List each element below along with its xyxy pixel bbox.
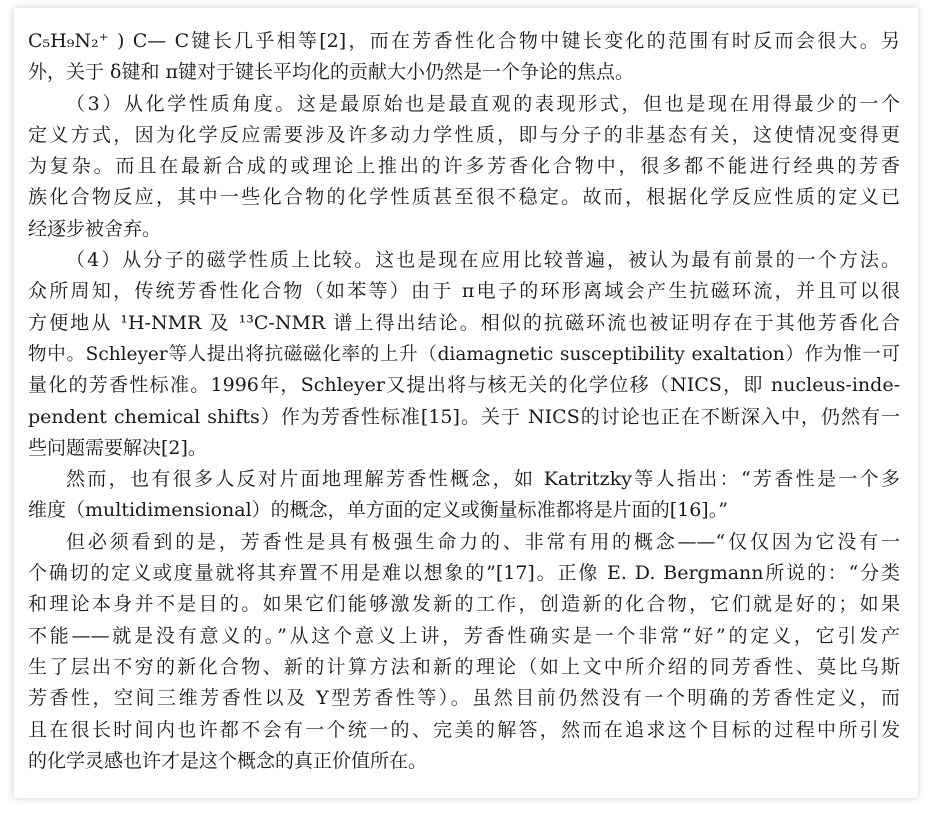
text-line: 的化学灵感也许才是这个概念的真正价值所在。 [28,749,428,772]
text-line: 些问题需要解决[2]。 [28,436,207,459]
text-line: 芳香性，空间三维芳香性以及 Y型芳香性等）。虽然目前仍然没有一个明确的芳香性定义，而 [28,687,900,710]
text-line: 众所周知，传统芳香性化合物（如苯等）由于 π电子的环形离域会产生抗磁环流，并且可以很 [28,280,900,303]
text-line: 经逐步被舍弃。 [28,217,162,240]
text-line: 外，关于 δ键和 π键对于键长平均化的贡献大小仍然是一个争论的焦点。 [28,61,635,84]
text-line: 定义方式，因为化学反应需要涉及许多动力学性质，即与分子的非基态有关，这使情况变得更 [28,123,900,146]
text-line: pendent chemical shifts）作为芳香性标准[15]。关于 NICS的讨论也正在不断深入中，仍然有一 [28,405,900,428]
text-line: 且在很长时间内也许都不会有一个统一的、完美的解答，然而在追求这个目标的过程中所引发 [28,718,900,741]
text-line: 但必须看到的是，芳香性是具有极强生命力的、非常有用的概念——“仅仅因为它没有一 [66,530,900,553]
text-line: 和理论本身并不是目的。如果它们能够激发新的工作，创造新的化合物，它们就是好的；如果 [28,593,900,616]
text-line: 族化合物反应，其中一些化合物的化学性质甚至很不稳定。故而，根据化学反应性质的定义已 [28,186,900,209]
text-line: C₅H₉N₂⁺ ) C— C键长几乎相等[2]，而在芳香性化合物中键长变化的范围有时反而会很大。另 [28,30,900,52]
text-line: 生了层出不穷的新化合物、新的计算方法和新的理论（如上文中所介绍的同芳香性、莫比乌斯 [28,655,900,678]
text-line: 然而，也有很多人反对片面地理解芳香性概念，如 Katritzky等人指出：“芳香性是一个多 [66,468,900,491]
text-line: 物中。Schleyer等人提出将抗磁磁化率的上升（diamagnetic susceptibility exaltation）作为惟一可 [28,343,900,365]
text-line: 维度（multidimensional）的概念，单方面的定义或衡量标准都将是片面的[16]。” [28,499,728,522]
text-line: （3）从化学性质角度。这是最原始也是最直观的表现形式，但也是现在用得最少的一个 [66,92,900,115]
text-line: 不能——就是没有意义的。”从这个意义上讲，芳香性确实是一个非常“好”的定义，它引发产 [28,624,900,647]
text-line: 为复杂。而且在最新合成的或理论上推出的许多芳香化合物中，很多都不能进行经典的芳香 [28,155,900,178]
text-line: （4）从分子的磁学性质上比较。这也是现在应用比较普遍，被认为最有前景的一个方法。 [66,249,900,272]
text-line: 量化的芳香性标准。1996年，Schleyer又提出将与核无关的化学位移（NICS，即 nucleus-inde- [28,374,900,397]
text-line: 方便地从 ¹H-NMR 及 ¹³C-NMR 谱上得出结论。相似的抗磁环流也被证明存在于其他芳香化合 [28,311,900,334]
body-text [28,26,900,777]
text-line: 个确切的定义或度量就将其弃置不用是难以想象的”[17]。正像 E. D. Bergmann所说的：“分类 [28,562,900,585]
